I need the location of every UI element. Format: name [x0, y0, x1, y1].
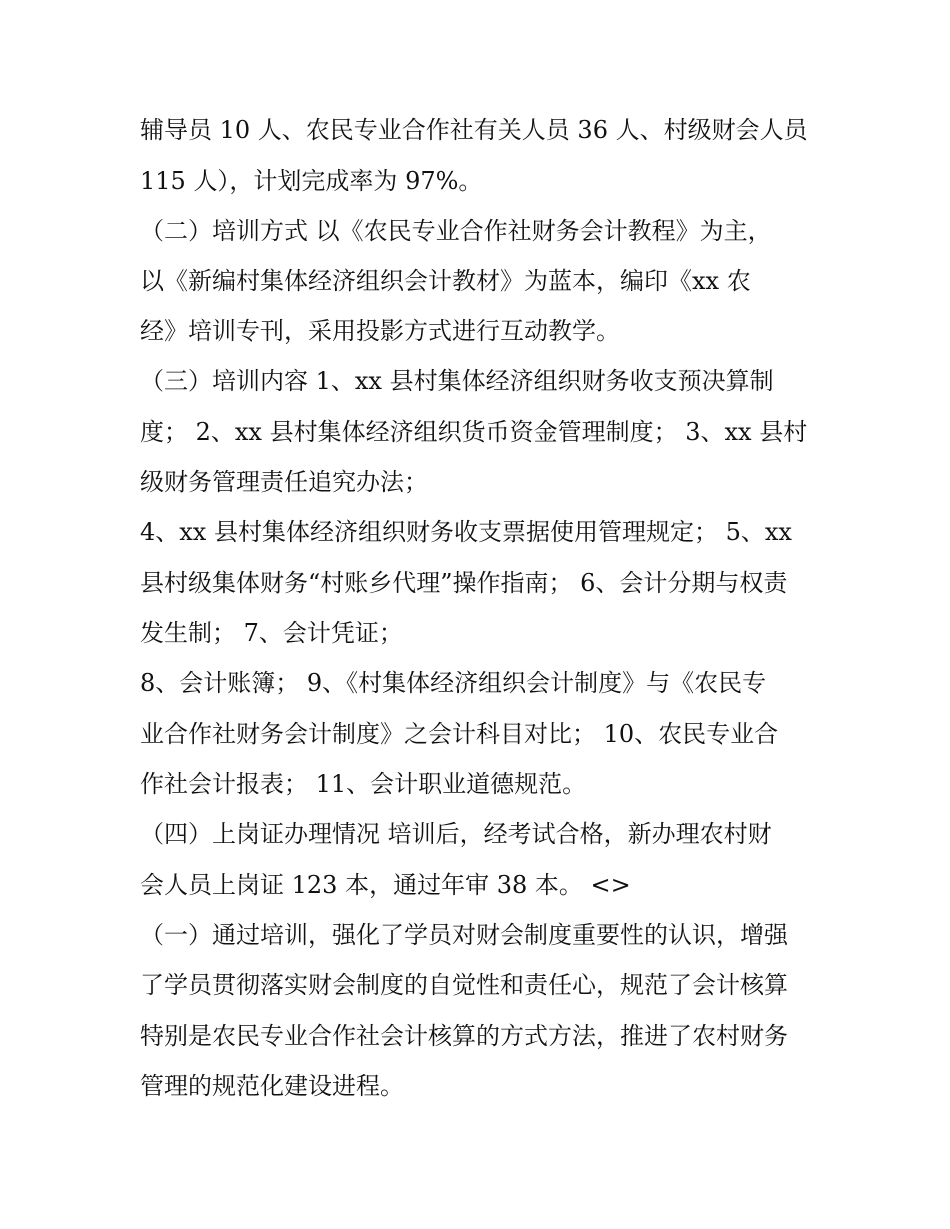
text-line: （二）培训方式 以《农民专业合作社财务会计教程》为主，	[140, 217, 772, 245]
text-line: 4、xx 县村集体经济组织财务收支票据使用管理规定； 5、xx	[140, 518, 792, 546]
text-line: 8、会计账簿； 9、《村集体经济组织会计制度》与《农民专	[140, 669, 767, 697]
text-line: 作社会计报表； 11、会计职业道德规范。	[140, 770, 587, 798]
text-line: 了学员贯彻落实财会制度的自觉性和责任心，规范了会计核算	[140, 971, 788, 999]
text-line: 管理的规范化建设进程。	[140, 1072, 404, 1100]
text-line: 经》培训专刊，采用投影方式进行互动教学。	[140, 317, 620, 345]
text-line: 会人员上岗证 123 本，通过年审 38 本。 <>	[140, 871, 631, 899]
text-line: 级财务管理责任追究办法；	[140, 468, 428, 496]
text-line: 辅导员 10 人、农民专业合作社有关人员 36 人、村级财会人员	[140, 116, 808, 144]
text-line: 度； 2、xx 县村集体经济组织货币资金管理制度； 3、xx 县村	[140, 418, 808, 446]
text-line: 县村级集体财务“村账乡代理”操作指南； 6、会计分期与权责	[140, 569, 788, 597]
text-line: （四）上岗证办理情况 培训后，经考试合格，新办理农村财	[140, 820, 772, 848]
text-line: 115 人），计划完成率为 97%。	[140, 167, 483, 195]
text-line: 以《新编村集体经济组织会计教材》为蓝本，编印《xx 农	[140, 267, 751, 295]
text-line: 发生制； 7、会计凭证；	[140, 619, 403, 647]
text-line: 业合作社财务会计制度》之会计科目对比； 10、农民专业合	[140, 720, 779, 748]
text-line: 特别是农民专业合作社会计核算的方式方法，推进了农村财务	[140, 1022, 788, 1050]
text-line: （三）培训内容 1、xx 县村集体经济组织财务收支预决算制	[140, 367, 774, 395]
text-line: （一）通过培训，强化了学员对财会制度重要性的认识，增强	[140, 921, 788, 949]
